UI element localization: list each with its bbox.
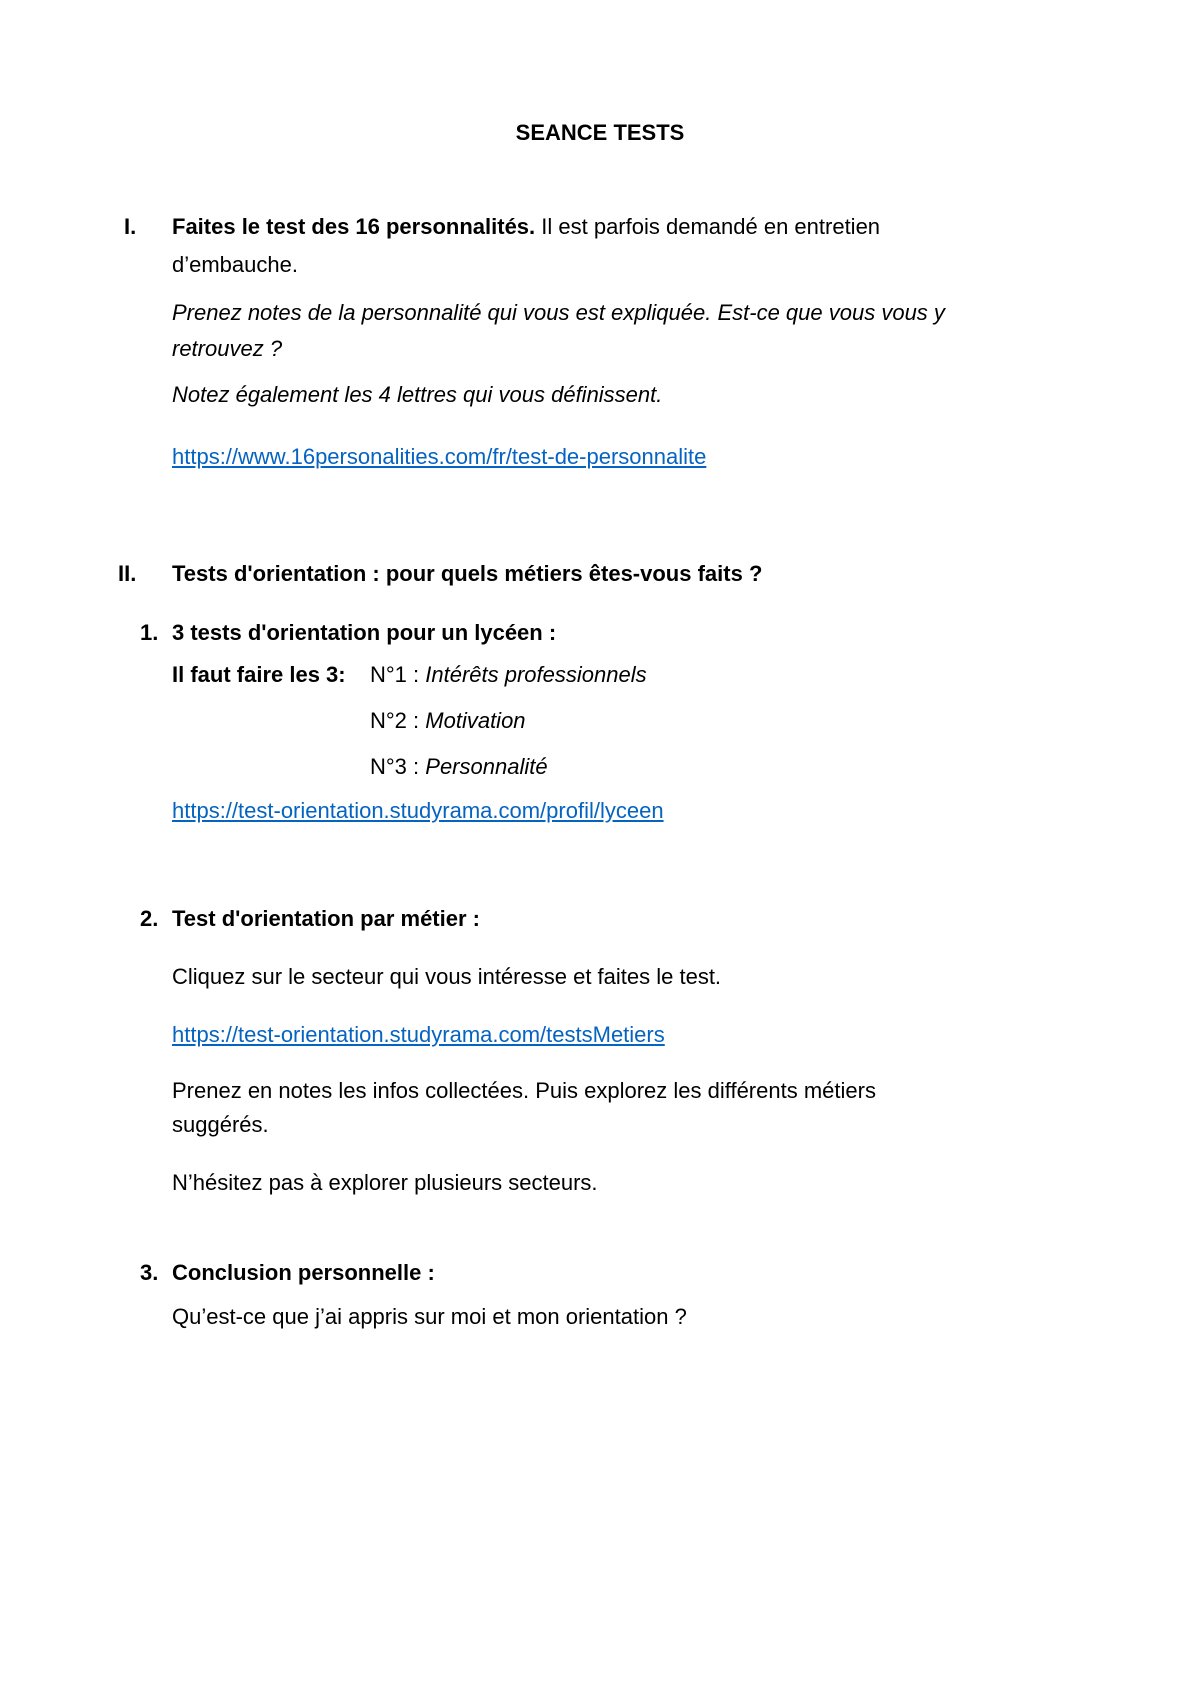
test-item-2-name: Motivation: [425, 708, 526, 733]
test-item-1: [370, 664, 647, 686]
test-item-3-prefix: N°3 :: [370, 754, 426, 779]
section1-italic-line3: Notez également les 4 lettres qui vous définissent.: [172, 382, 663, 407]
item1-number: 1.: [140, 620, 159, 645]
item2-text1: Cliquez sur le secteur qui vous intéresse et faites le test.: [172, 964, 722, 989]
test-item-3-name: Personnalité: [425, 754, 548, 779]
test-item-2: [370, 710, 526, 732]
section1-heading: Faites le test des 16 personnalités.: [172, 214, 536, 239]
section1-text-line2: d’embauche.: [172, 252, 298, 277]
item1-heading: 3 tests d'orientation pour un lycéen :: [172, 620, 557, 645]
test-item-1-name: Intérêts professionnels: [425, 662, 647, 687]
item2-text2-line2: suggérés.: [172, 1112, 269, 1137]
item1-label: Il faut faire les 3:: [172, 662, 346, 687]
test-item-1-prefix: N°1 :: [370, 662, 426, 687]
section1-italic-line2: retrouvez ?: [172, 336, 283, 361]
item3-text: Qu’est-ce que j’ai appris sur moi et mon orientation ?: [172, 1304, 687, 1329]
test-item-3: [370, 756, 548, 778]
section2-heading: Tests d'orientation : pour quels métiers êtes-vous faits ?: [172, 561, 763, 586]
section1-italic-line1: Prenez notes de la personnalité qui vous est expliquée. Est-ce que vous vous y: [172, 300, 945, 325]
item1-link[interactable]: https://test-orientation.studyrama.com/profil/lyceen: [172, 798, 664, 823]
item2-heading: Test d'orientation par métier :: [172, 906, 480, 931]
item3-heading: Conclusion personnelle :: [172, 1260, 435, 1285]
item2-text2-line1: Prenez en notes les infos collectées. Puis explorez les différents métiers: [172, 1078, 876, 1103]
section1-paragraph: [172, 216, 880, 238]
item3-number: 3.: [140, 1260, 159, 1285]
section2-numeral: II.: [118, 561, 137, 586]
section1-link[interactable]: https://www.16personalities.com/fr/test-de-personnalite: [172, 444, 707, 469]
page-title: SEANCE TESTS: [515, 120, 685, 145]
test-item-2-prefix: N°2 :: [370, 708, 426, 733]
item2-link[interactable]: https://test-orientation.studyrama.com/testsMetiers: [172, 1022, 665, 1047]
section1-numeral: I.: [124, 214, 137, 239]
item2-number: 2.: [140, 906, 159, 931]
item2-text3: N’hésitez pas à explorer plusieurs secteurs.: [172, 1170, 598, 1195]
section1-text-line1: Il est parfois demandé en entretien: [535, 214, 881, 239]
